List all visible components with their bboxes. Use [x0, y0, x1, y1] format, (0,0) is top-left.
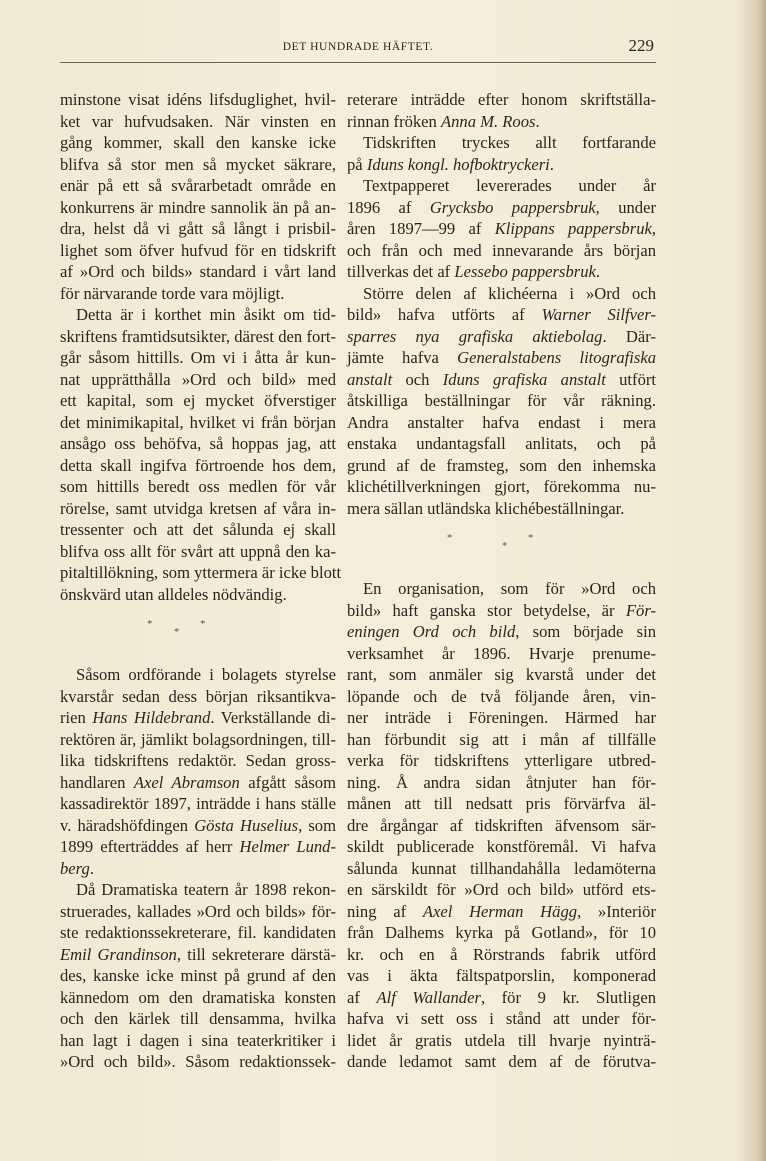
text-run: af »Ord och bilds» standard i vårt land — [60, 262, 336, 281]
text-line — [347, 901, 656, 923]
text-line — [60, 326, 336, 348]
text-line — [347, 664, 656, 686]
text-section — [60, 89, 342, 605]
text-run: dra, helst då vi gått så långt i prisbil- — [60, 219, 336, 238]
text-line — [347, 326, 656, 348]
text-run: går såsom hittills. Om vi i åtta år kun- — [60, 348, 336, 367]
italic-name: Klippans pappersbruk — [494, 219, 652, 238]
text-line — [347, 578, 656, 600]
text-run: kännedom om den dramatiska konsten — [60, 987, 336, 1007]
text-line — [347, 240, 656, 262]
text-run: , »Interiör — [577, 901, 656, 921]
text-line — [60, 498, 336, 520]
text-run: skildt publicerade konstföremål. Vi hafva — [347, 837, 656, 856]
text-line — [60, 455, 336, 477]
text-line — [347, 111, 656, 133]
text-line — [347, 476, 656, 498]
text-line — [347, 390, 656, 412]
text-line — [347, 1030, 656, 1052]
text-line — [60, 562, 342, 584]
text-section — [347, 578, 656, 1073]
text-run: . — [549, 154, 554, 174]
text-line — [347, 304, 656, 326]
text-line — [347, 729, 656, 751]
text-line — [60, 541, 336, 563]
italic-name: sparres nya grafiska aktiebolag — [347, 326, 603, 346]
text-run: Andra anstalter hafva endast i mera — [347, 412, 656, 432]
text-line — [60, 664, 336, 686]
text-line — [347, 455, 656, 477]
text-line — [60, 519, 336, 541]
running-title: DET HUNDRADE HÄFTET. — [282, 41, 434, 53]
italic-name: Axel Herman Hägg — [422, 901, 578, 921]
text-run: Såsom ordförande i bolagets styrelse — [76, 665, 336, 684]
text-run: mera sällan utländska klichébeställningar. — [347, 498, 625, 518]
italic-name: Helmer Lund- — [239, 837, 336, 856]
page-number: 229 — [628, 36, 654, 55]
text-line — [60, 686, 336, 708]
text-line — [60, 965, 336, 987]
text-run: grund af de framsteg, som den inhemska — [347, 455, 656, 475]
text-line — [60, 261, 336, 283]
text-line — [347, 987, 656, 1009]
text-line — [60, 772, 336, 794]
text-run: ansågo oss behöfva, så hoppas jag, att — [60, 434, 336, 453]
text-line — [347, 707, 656, 729]
text-line — [60, 793, 336, 815]
text-line — [347, 686, 656, 708]
italic-name: Iduns kongl. hofboktryckeri — [366, 154, 550, 174]
text-run: rien — [60, 708, 93, 727]
text-line — [60, 283, 336, 305]
text-run: verksamhet år 1896. Hvarje prenume- — [347, 643, 656, 663]
text-line — [347, 283, 656, 305]
text-line — [60, 240, 336, 262]
text-line — [60, 412, 336, 434]
text-run: . — [595, 262, 601, 281]
text-line — [60, 154, 336, 176]
text-section — [60, 664, 336, 1073]
text-run: ett kapital, som ej mycket öfverstiger — [60, 391, 336, 410]
text-line — [60, 879, 336, 901]
text-line — [347, 772, 656, 794]
italic-name: eningen Ord och bild — [347, 622, 516, 641]
text-run: lika tidskriftens redaktör. Sedan gross- — [60, 751, 336, 770]
text-line — [60, 390, 336, 412]
asterisk: * — [200, 618, 206, 630]
text-run: bild» haft ganska stor betydelse, är — [347, 600, 626, 620]
text-run: ning af — [347, 901, 423, 921]
text-line — [347, 369, 656, 391]
text-line — [347, 858, 656, 880]
text-run: för närvarande torde vara möjligt. — [60, 283, 285, 303]
text-run: . — [535, 111, 540, 131]
text-run: som hittills beredt oss medlen för vår — [60, 477, 336, 496]
text-line — [347, 498, 656, 520]
text-run: . — [89, 858, 94, 878]
asterisk: * — [502, 540, 508, 552]
italic-name: Iduns grafiska anstalt — [442, 369, 606, 389]
text-run: dre årgångar af tidskriften äfvensom sär- — [347, 815, 656, 835]
text-run: reterare inträdde efter honom skriftställa- — [347, 90, 656, 109]
text-run: blifva så stor men så mycket säkrare, — [60, 154, 336, 174]
text-run: Tidskriften tryckes allt fortfarande — [363, 133, 656, 152]
italic-name: Alf Wallander — [376, 987, 481, 1007]
text-line — [60, 218, 336, 240]
text-line — [60, 304, 336, 326]
text-line — [60, 750, 336, 772]
italic-name: Lessebo pappersbruk — [454, 262, 596, 281]
text-run: »Ord och bild». Såsom redaktionssek- — [60, 1052, 336, 1071]
text-run: enstaka undantagsfall anlitats, och på — [347, 434, 656, 453]
text-line — [60, 1051, 336, 1073]
paragraph — [60, 304, 342, 605]
text-run: nat upprätthålla »Ord och bild» med — [60, 369, 336, 389]
paragraph — [60, 664, 336, 879]
text-line — [60, 175, 336, 197]
text-run: konkurrens är mindre sannolik än på an- — [60, 197, 336, 217]
text-run: dande ledamot samt dem af de förutva- — [347, 1052, 656, 1071]
text-line — [347, 793, 656, 815]
text-line — [347, 347, 656, 369]
paragraph — [347, 578, 656, 1073]
paragraph — [347, 283, 656, 520]
text-run: bild» hafva utförts af — [347, 305, 542, 324]
text-run: gång kommer, skall den kanske icke — [60, 133, 336, 152]
section-separator — [347, 528, 656, 552]
text-run: klichétillverkningen gjort, förekomma nu- — [347, 477, 656, 496]
paragraph — [347, 175, 656, 283]
text-run: Detta är i korthet min åsikt om tid- — [76, 305, 336, 324]
text-line — [60, 922, 336, 944]
text-run: verka för tidskriftens ytterligare utbred- — [347, 751, 656, 770]
text-line — [60, 836, 336, 858]
text-run: detta skall ingifva förtroende hos dem, — [60, 455, 336, 475]
text-run: Då Dramatiska teatern år 1898 rekon- — [76, 880, 336, 899]
text-section — [347, 89, 656, 519]
text-run: från Dalhems kyrka på Gotland», för 10 — [347, 923, 656, 942]
text-run: han lagt i dagen i sina teaterkritiker i — [60, 1030, 336, 1050]
text-line — [60, 197, 336, 219]
text-line — [347, 965, 656, 987]
italic-name: Axel Abramson — [133, 772, 240, 792]
italic-name: Hans Hildebrand — [92, 708, 211, 727]
text-run: rörelse, samt utvidga kretsen af våra in- — [60, 498, 336, 518]
text-line — [347, 750, 656, 772]
text-line — [347, 154, 656, 176]
asterisk: * — [447, 532, 453, 544]
paragraph — [347, 132, 656, 175]
italic-name: Warner Silfver- — [541, 305, 656, 324]
text-run: ning. Å andra sidan åtnjuter han för- — [347, 772, 656, 792]
text-run: löpande och de två följande åren, vin- — [347, 686, 656, 706]
text-run: och — [392, 369, 443, 389]
text-run: utfört — [605, 369, 656, 389]
text-line — [347, 922, 656, 944]
text-run: enär på ett så svårarbetadt område en — [60, 176, 336, 195]
text-line — [347, 175, 656, 197]
paragraph — [60, 89, 336, 304]
italic-name: berg — [60, 858, 90, 878]
text-run: ket var hufvudsaken. När vinsten en — [60, 111, 336, 131]
text-run: rant, som anmäler sig kvarstå under det — [347, 665, 656, 684]
text-run: afgått såsom — [239, 772, 336, 792]
italic-name: anstalt — [347, 369, 393, 389]
text-run: åtskilliga beställningar för vår räkning. — [347, 391, 656, 410]
text-run: kvarstår sedan dess början riksantikva- — [60, 686, 336, 706]
text-run: pitaltillökning, som yttermera är icke blott — [60, 563, 342, 582]
text-line — [60, 584, 336, 606]
text-line — [60, 476, 336, 498]
header-rule — [60, 62, 656, 63]
text-run: Textpapperet levererades under år — [363, 176, 656, 195]
text-run: lidet år gratis utdela till hvarje nyinträ- — [347, 1030, 656, 1050]
italic-name: För- — [625, 600, 656, 620]
text-run: rektören är, jämlikt bolagsordningen, till- — [60, 729, 336, 749]
text-run: af — [347, 987, 377, 1007]
page-header — [60, 36, 656, 60]
text-line — [347, 1008, 656, 1030]
text-run: åren 1897—99 af — [347, 219, 495, 238]
text-line — [60, 1008, 336, 1030]
text-line — [60, 858, 336, 880]
text-run: struerades, kallades »Ord och bilds» för- — [60, 901, 336, 921]
text-line — [60, 347, 336, 369]
text-run: , — [651, 219, 657, 238]
text-run: , under — [595, 197, 656, 217]
text-run: på — [347, 154, 367, 174]
text-run: . Där- — [602, 326, 657, 346]
text-line — [60, 369, 336, 391]
text-line — [60, 1030, 336, 1052]
text-line — [60, 815, 336, 837]
text-run: 1899 efterträddes af herr — [60, 837, 240, 856]
text-run: sålunda kunnat tillhandahålla ledamöterna — [347, 858, 656, 878]
text-line — [60, 89, 336, 111]
text-line — [347, 1051, 656, 1073]
italic-name: Generalstabens litografiska — [457, 348, 656, 367]
text-run: , till sekreterare därstä- — [176, 944, 337, 964]
italic-name: Emil Grandinson — [60, 944, 177, 964]
text-run: hafva vi sett oss i stånd att under för- — [347, 1009, 656, 1028]
asterisk: * — [528, 532, 534, 544]
text-line — [347, 879, 656, 901]
text-run: , som började sin — [515, 622, 656, 641]
text-run: kassadirektör 1897, inträdde i hans ställe — [60, 794, 336, 813]
text-run: minstone visat idéns lifsduglighet, hvil- — [60, 90, 336, 109]
text-line — [60, 901, 336, 923]
text-line — [60, 132, 336, 154]
text-run: jämte hafva — [347, 348, 458, 367]
text-run: lighet som öfver hufvud för en tidskrift — [60, 240, 336, 260]
text-line — [347, 836, 656, 858]
text-line — [347, 621, 656, 643]
text-run: önskvärd utan alldeles nödvändig. — [60, 584, 287, 604]
text-line — [347, 261, 656, 283]
text-line — [60, 987, 336, 1009]
section-separator — [60, 614, 336, 638]
text-line — [60, 433, 336, 455]
text-run: 1896 af — [347, 197, 430, 217]
text-run: och från och med innevarande års början — [347, 240, 656, 260]
text-line — [347, 815, 656, 837]
text-line — [347, 412, 656, 434]
text-run: ner inträde i Föreningen. Härmed har — [347, 708, 656, 727]
italic-name: Anna M. Roos — [441, 111, 536, 131]
italic-name: Gösta Huselius — [194, 815, 299, 835]
text-line — [347, 944, 656, 966]
text-run: ste redaktionssekreterare, fil. kandidaten — [60, 923, 336, 942]
text-run: . Verkställande di- — [210, 708, 336, 727]
text-line — [347, 643, 656, 665]
text-run: kr. och en å Rörstrands fabrik utförd — [347, 944, 656, 964]
text-run: En organisation, som för »Ord och — [363, 579, 656, 598]
text-run: och den kärlek till densamma, hvilka — [60, 1009, 336, 1028]
text-line — [60, 707, 336, 729]
text-run: Större delen af klichéerna i »Ord och — [363, 283, 656, 303]
text-line — [347, 433, 656, 455]
text-run: v. häradshöfdingen — [60, 815, 195, 835]
text-line — [60, 944, 336, 966]
text-line — [347, 197, 656, 219]
paragraph — [347, 89, 656, 132]
text-run: det minimikapital, hvilket vi från början — [60, 412, 336, 432]
text-run: , för 9 kr. Slutligen — [480, 987, 656, 1007]
text-run: tillverkas det af — [347, 262, 455, 281]
text-run: blifva oss allt för svårt att uppnå den ka- — [60, 541, 336, 561]
text-run: skriftens framtidsutsikter, därest den fort- — [60, 326, 336, 346]
text-line — [347, 218, 656, 240]
text-line — [347, 600, 656, 622]
text-line — [60, 729, 336, 751]
asterisk: * — [174, 626, 180, 638]
text-line — [347, 132, 656, 154]
text-run: tressenter och att det sålunda ej skall — [60, 520, 336, 539]
text-run: handlaren — [60, 772, 134, 792]
paragraph — [60, 879, 336, 1073]
text-run: vas i äkta fältspatporslin, komponerad — [347, 966, 656, 985]
text-run: månen att till nedsatt pris förvärfva äl- — [347, 794, 656, 813]
text-run: rinnan fröken — [347, 111, 441, 131]
text-run: , som — [298, 815, 336, 835]
text-line — [347, 89, 656, 111]
asterisk: * — [147, 618, 153, 630]
text-run: han förbundit sig att i mån af tillfälle — [347, 729, 656, 749]
italic-name: Grycksbo pappersbruk — [429, 197, 596, 217]
text-line — [60, 111, 336, 133]
text-run: des, kanske icke minst på grund af den — [60, 966, 336, 985]
text-run: en särskildt för »Ord och bild» utförd ets- — [347, 880, 656, 899]
